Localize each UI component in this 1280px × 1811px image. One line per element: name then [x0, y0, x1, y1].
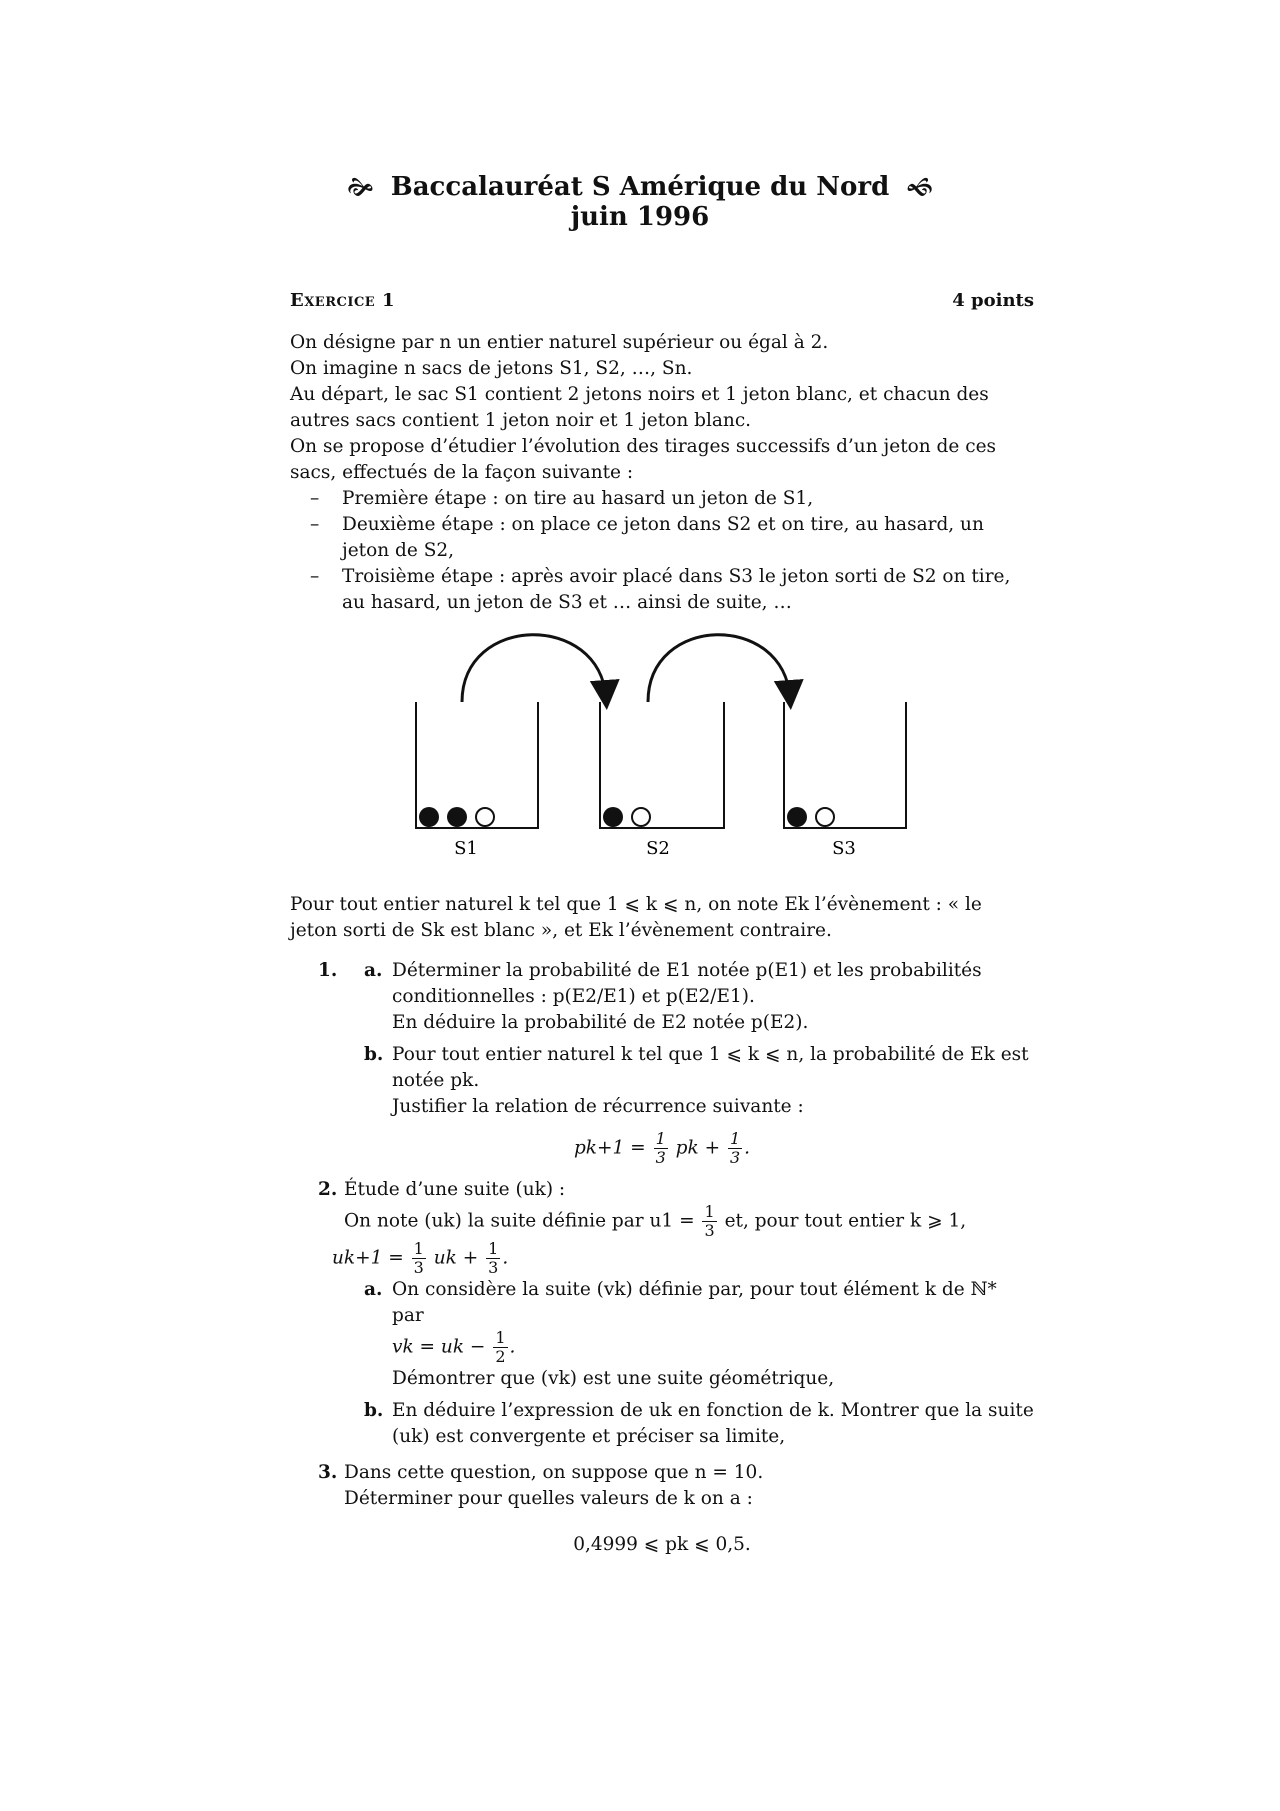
token-black: [787, 807, 807, 827]
recurrence-formula: pk+1 = $\frac{1}{3}$ pk + $\frac{1}{3}$ .: [573, 1129, 751, 1167]
bags-diagram: [400, 622, 920, 862]
ornament-right-icon: 🙜: [906, 173, 933, 201]
question-2: 2. Étude d’une suite (uk) : On note (uk) la suite définie par u1 = $\frac{1}{3}$ et, pour tout entier k ⩾ 1, uk+1 = $\frac{1}{3}$ uk + $\frac{1}{3}$ . a. On considère la suite (vk) définie par, pour tout élément k de ℕ* par vk = uk − $\frac{1}{2}$ . Démontrer que (vk) est une suite géométrique, b. En déduire l’expression de uk en fonction de k. Montrer que la suite (uk) est convergente et préciser sa limite,: [290, 1177, 1034, 1450]
step-3: – Troisième étape : après avoir placé dans S3 le jeton sorti de S2 on tire, au hasard, un jeton de S3 et … ainsi de suite, …: [310, 566, 1011, 613]
step-2: – Deuxième étape : on place ce jeton dans S2 et on tire, au hasard, un jeton de S2,: [310, 514, 984, 561]
transfer-arrow-1: [462, 635, 606, 702]
token-white: [632, 808, 650, 826]
bag-label-s3: S3: [832, 838, 856, 859]
question-1-number: 1.: [318, 960, 338, 981]
intro-p2: On imagine n sacs de jetons S1, S2, …, Sn.: [290, 358, 693, 379]
final-inequality: 0,4999 ⩽ pk ⩽ 0,5.: [573, 1534, 751, 1555]
question-3: 3. Dans cette question, on suppose que n = 10. Déterminer pour quelles valeurs de k on a : 0,4999 ⩽ pk ⩽ 0,5.: [290, 1460, 1034, 1558]
intro-text: [290, 330, 1034, 616]
bags-diagram-svg: [400, 622, 920, 862]
transfer-arrow-2: [648, 635, 790, 702]
intro-p3: Au départ, le sac S1 contient 2 jetons noirs et 1 jeton blanc, et chacun des autres sacs contient 1 jeton noir et 1 jeton blanc.: [290, 384, 989, 431]
token-black: [603, 807, 623, 827]
title-line-2: juin 1996: [570, 202, 710, 232]
question-3-number: 3.: [318, 1462, 338, 1483]
bag-label-s2: S2: [646, 838, 670, 859]
bag-label-s1: S1: [454, 838, 478, 859]
token-black: [447, 807, 467, 827]
ornament-left-icon: 🙞: [347, 173, 374, 201]
intro-p4: On se propose d’étudier l’évolution des tirages successifs d’un jeton de ces sacs, effectués de la façon suivante :: [290, 436, 997, 483]
exercise-label: Exercice 1: [290, 290, 395, 311]
questions-section: [290, 892, 1034, 1568]
question-2b: b. En déduire l’expression de uk en fonction de k. Montrer que la suite (uk) est convergente et préciser sa limite,: [364, 1400, 1034, 1447]
token-black: [419, 807, 439, 827]
token-white: [816, 808, 834, 826]
exercise-header: [290, 290, 1034, 311]
event-definition: Pour tout entier naturel k tel que 1 ⩽ k ⩽ n, on note Ek l’évènement : « le jeton sorti de Sk est blanc », et Ek l’évènement contraire.: [290, 894, 982, 941]
u-recurrence: uk+1 = $\frac{1}{3}$ uk + $\frac{1}{3}$ .: [332, 1239, 509, 1277]
question-2-number: 2.: [318, 1179, 338, 1200]
question-1: [290, 958, 1034, 1167]
step-1: – Première étape : on tire au hasard un jeton de S1,: [310, 488, 814, 509]
question-1a: a. Déterminer la probabilité de E1 notée p(E1) et les probabilités conditionnelles : p(E2/E1) et p(E2/E1). En déduire la probabilité de E2 notée p(E2).: [364, 960, 982, 1033]
exercise-points: 4 points: [952, 290, 1034, 311]
title-line-1: Baccalauréat S Amérique du Nord: [390, 172, 890, 202]
document-title: [0, 172, 1280, 232]
intro-p1: On désigne par n un entier naturel supérieur ou égal à 2.: [290, 332, 829, 353]
question-1b: b. Pour tout entier naturel k tel que 1 ⩽ k ⩽ n, la probabilité de Ek est notée pk. Justifier la relation de récurrence suivante : pk+1 = $\frac{1}{3}$ pk + $\frac{1}{3}$ .: [290, 1042, 1034, 1167]
token-white: [476, 808, 494, 826]
steps-list: [290, 486, 1034, 616]
question-2a: a. On considère la suite (vk) définie par, pour tout élément k de ℕ* par vk = uk − $\frac{1}{2}$ . Démontrer que (vk) est une suite géométrique,: [364, 1279, 997, 1389]
